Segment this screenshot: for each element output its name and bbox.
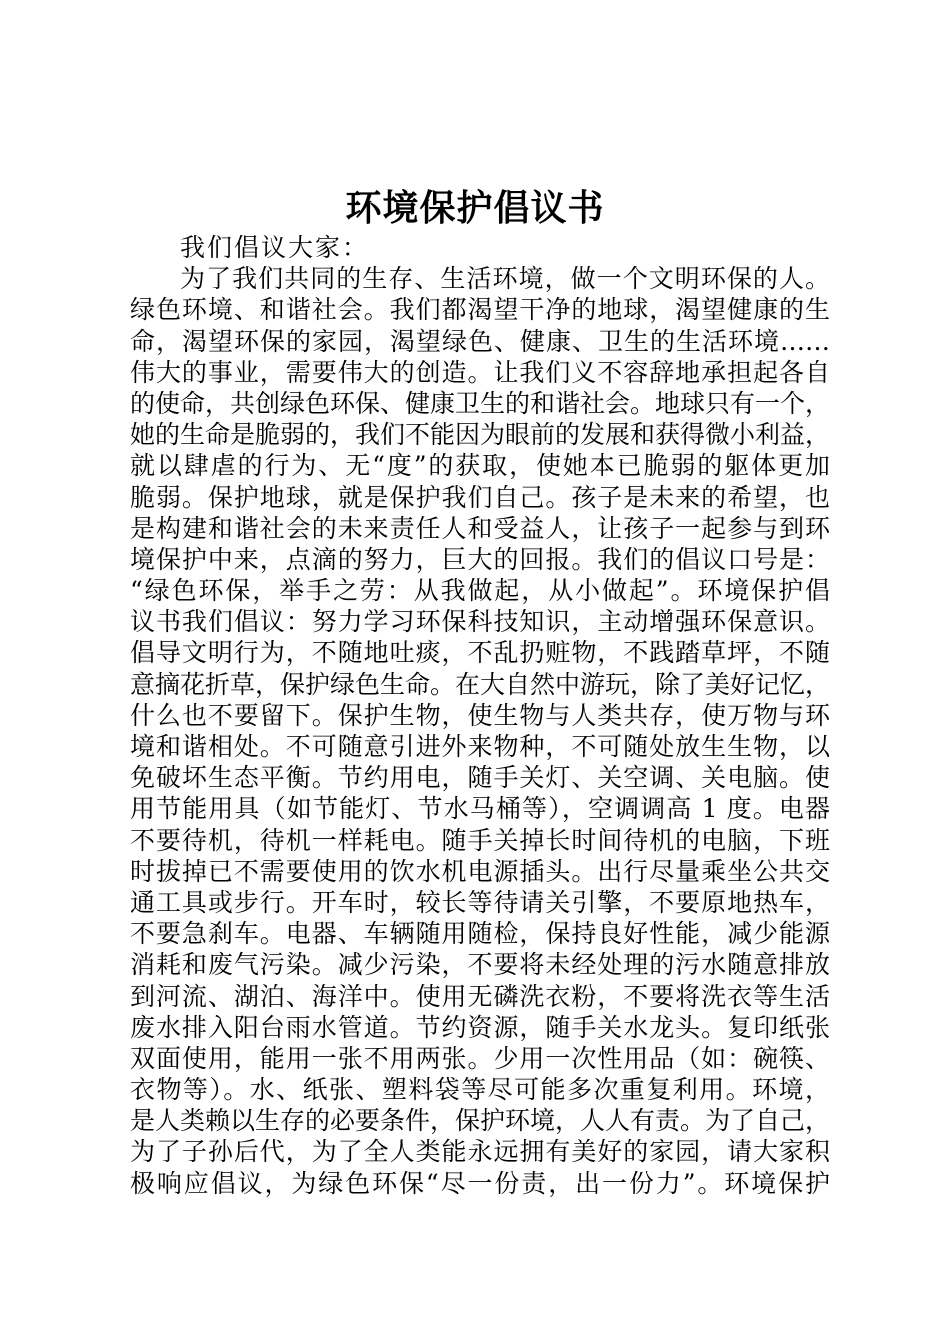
paragraph-line: 到河流、湖泊、海洋中。使用无磷洗衣粉，不要将洗衣等生活 — [130, 981, 830, 1011]
paragraph-line: 意摘花折草，保护绿色生命。在大自然中游玩，除了美好记忆， — [130, 669, 831, 699]
paragraph-line: 是构建和谐社会的未来责任人和受益人，让孩子一起参与到环 — [130, 513, 830, 543]
paragraph-line: 消耗和废气污染。减少污染，不要将未经处理的污水随意排放 — [130, 950, 830, 980]
paragraph-line: 用节能用具（如节能灯、节水马桶等），空调调高 1 度。电器 — [130, 794, 830, 824]
paragraph-line: “绿色环保，举手之劳：从我做起，从小做起”。环境保护倡 — [130, 576, 830, 606]
paragraph-line: 境和谐相处。不可随意引进外来物种，不可随处放生生物，以 — [130, 732, 830, 761]
paragraph-line: 时拔掉已不需要使用的饮水机电源插头。出行尽量乘坐公共交 — [130, 856, 830, 886]
document-title: 环境保护倡议书 — [345, 187, 605, 229]
paragraph-line: 的使命，共创绿色环保、健康卫生的和谐社会。地球只有一个， — [130, 388, 831, 418]
paragraph-line: 她的生命是脆弱的，我们不能因为眼前的发展和获得微小利益， — [130, 420, 831, 450]
paragraph-line: 双面使用，能用一张不用两张。少用一次性用品（如：碗筷、 — [130, 1043, 830, 1073]
paragraph-line: 命，渴望环保的家园，渴望绿色、健康、卫生的生活环境…… — [130, 326, 830, 356]
paragraph-line: 议书我们倡议：努力学习环保科技知识，主动增强环保意识。 — [130, 607, 830, 637]
paragraph-line: 绿色环境、和谐社会。我们都渴望干净的地球，渴望健康的生 — [130, 295, 830, 325]
paragraph-line: 免破坏生态平衡。节约用电，随手关灯、关空调、关电脑。使 — [130, 763, 830, 793]
paragraph-line: 通工具或步行。开车时，较长等待请关引擎，不要原地热车， — [130, 887, 830, 917]
document-body — [130, 232, 830, 1199]
paragraph-line: 为了子孙后代，为了全人类能永远拥有美好的家园，请大家积 — [130, 1137, 830, 1167]
paragraph-line: 倡导文明行为，不随地吐痰，不乱扔赃物，不践踏草坪，不随 — [130, 638, 830, 668]
paragraph-line: 境保护中来，点滴的努力，巨大的回报。我们的倡议口号是： — [130, 544, 830, 574]
paragraph-line: 不要待机，待机一样耗电。随手关掉长时间待机的电脑，下班 — [130, 825, 830, 855]
paragraph-line: 脆弱。保护地球，就是保护我们自己。孩子是未来的希望，也 — [130, 482, 830, 512]
paragraph-line: 伟大的事业，需要伟大的创造。让我们义不容辞地承担起各自 — [130, 357, 830, 387]
paragraph-line: 为了我们共同的生存、生活环境，做一个文明环保的人。 — [180, 264, 830, 294]
paragraph-line: 废水排入阳台雨水管道。节约资源，随手关水龙头。复印纸张 — [130, 1012, 830, 1042]
paragraph-line: 不要急刹车。电器、车辆随用随检，保持良好性能，减少能源 — [130, 919, 830, 949]
salutation-line: 我们倡议大家： — [180, 233, 370, 262]
paragraph-line: 就以肆虐的行为、无“度”的获取，使她本已脆弱的躯体更加 — [130, 451, 830, 481]
paragraph-line: 极响应倡议，为绿色环保“尽一份责，出一份力”。环境保护 — [130, 1168, 830, 1198]
paragraph-line: 衣物等）。水、纸张、塑料袋等尽可能多次重复利用。环境， — [130, 1075, 830, 1105]
paragraph-line: 是人类赖以生存的必要条件，保护环境，人人有责。为了自己， — [130, 1106, 831, 1136]
paragraph-line: 什么也不要留下。保护生物，使生物与人类共存，使万物与环 — [130, 700, 830, 730]
